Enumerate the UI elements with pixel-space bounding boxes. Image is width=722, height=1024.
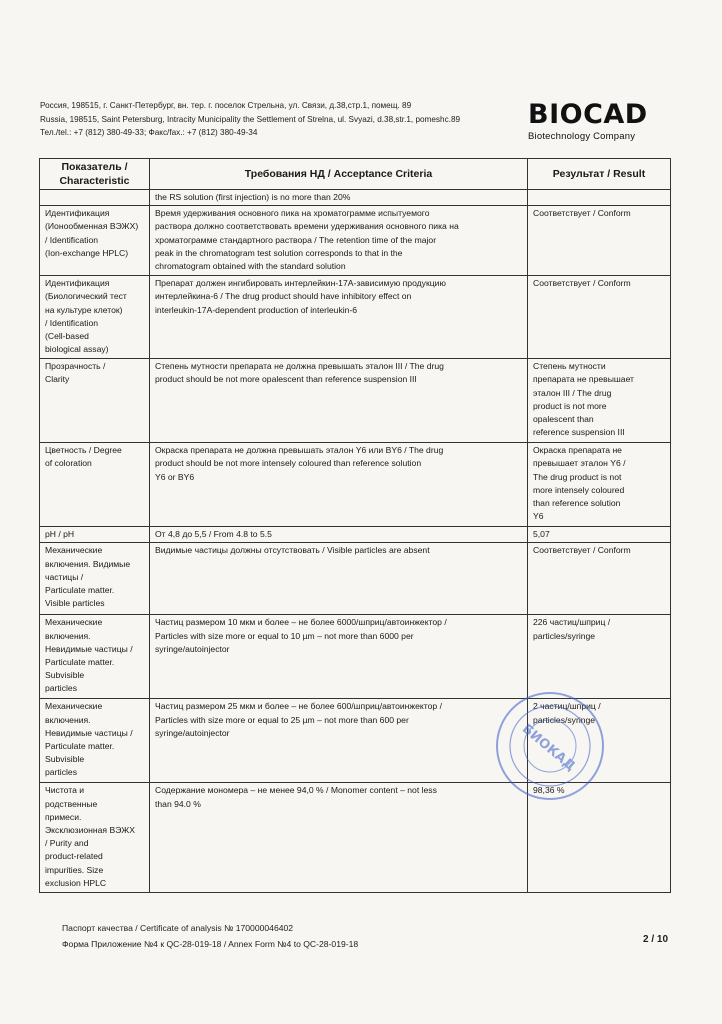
header-acceptance-criteria: Требования НД / Acceptance Criteria: [150, 159, 528, 190]
cell-result: 5,07: [528, 527, 671, 543]
company-logo: [528, 100, 668, 142]
cell-criteria: Окраска препарата не должна превышать эталон Y6 или BY6 / The drug product should be not more intensely coloured than reference solution Y6 or BY6: [150, 443, 528, 527]
cell-result: 98,36 %: [528, 783, 671, 893]
company-address: [40, 99, 510, 140]
cell-characteristic: Идентификация (Ионообменная ВЭЖХ) / Identification (Ion-exchange HPLC): [40, 206, 150, 276]
cell-result: Соответствует / Conform: [528, 543, 671, 615]
cell-criteria: Содержание мономера – не менее 94,0 % / Monomer content – not less than 94.0 %: [150, 783, 528, 893]
cell-characteristic: Механические включения. Невидимые частицы / Particulate matter. Subvisible particles: [40, 615, 150, 699]
company-seal-stamp: [494, 690, 606, 802]
phone-fax-line: Тел./tel.: +7 (812) 380-49-33; Факс/fax.: +7 (812) 380-49-34: [40, 128, 258, 137]
table-row: [40, 276, 671, 359]
cell-criteria: Время удерживания основного пика на хроматограмме испытуемого раствора должно соответствовать времени удерживания основного пика на хроматограмме стандартного раствора / The retention time of the major peak in the chromatogram test solution corresponds to that in the chromatogram obtained with the standard solution: [150, 206, 528, 276]
cell-result: Соответствует / Conform: [528, 206, 671, 276]
cell-characteristic: Чистота и родственные примеси. Эксклюзионная ВЭЖХ / Purity and product-related impurities. Size exclusion HPLC: [40, 783, 150, 893]
cell-criteria: the RS solution (first injection) is no more than 20%: [150, 190, 528, 206]
stamp-text: БИОКАД: [519, 721, 578, 775]
cell-result: [528, 190, 671, 206]
table-row: [40, 527, 671, 543]
table-row: [40, 615, 671, 699]
cell-characteristic: Идентификация (Биологический тест на культуре клеток) / Identification (Cell-based biological assay): [40, 276, 150, 359]
cell-characteristic: [40, 190, 150, 206]
logo-subtitle: Biotechnology Company: [528, 131, 636, 142]
cell-characteristic: Механические включения. Видимые частицы / Particulate matter. Visible particles: [40, 543, 150, 615]
page-number: 2 / 10: [643, 934, 669, 945]
cell-characteristic: Прозрачность / Clarity: [40, 359, 150, 443]
table-header-row: [40, 159, 671, 190]
address-line-ru: Россия, 198515, г. Санкт-Петербург, вн. тер. г. поселок Стрельна, ул. Связи, д.38,стр.1, помещ. 89: [40, 101, 412, 110]
table-row: [40, 359, 671, 443]
cell-criteria: Частиц размером 25 мкм и более – не более 600/шприц/автоинжектор / Particles with size more or equal to 25 µm – not more than 600 per syringe/autoinjector: [150, 699, 528, 783]
table-row: [40, 443, 671, 527]
header-result: Результат / Result: [528, 159, 671, 190]
form-annex: Форма Приложение №4 к QC-28-019-18 / Annex Form №4 to QC-28-019-18: [62, 939, 359, 949]
cell-result: Окраска препарата не превышает эталон Y6 / The drug product is not more intensely coloured than reference solution Y6: [528, 443, 671, 527]
cell-result: Степень мутности препарата не превышает эталон III / The drug product is not more opalescent than reference suspension III: [528, 359, 671, 443]
cell-characteristic: Механические включения. Невидимые частицы / Particulate matter. Subvisible particles: [40, 699, 150, 783]
page-footer: [62, 920, 358, 952]
cell-criteria: Частиц размером 10 мкм и более – не более 6000/шприц/автоинжектор / Particles with size more or equal to 10 µm – not more than 6000 per syringe/autoinjector: [150, 615, 528, 699]
table-row: [40, 543, 671, 615]
cell-result: Соответствует / Conform: [528, 276, 671, 359]
cell-criteria: Препарат должен ингибировать интерлейкин-17А-зависимую продукцию интерлейкина-6 / The drug product should have inhibitory effect on interleukin-17A-dependent production of interleukin-6: [150, 276, 528, 359]
cell-characteristic: pH / pH: [40, 527, 150, 543]
cell-criteria: От 4,8 до 5,5 / From 4.8 to 5.5: [150, 527, 528, 543]
certificate-number: Паспорт качества / Certificate of analysis № 170000046402: [62, 923, 294, 933]
cell-result: 2 частиц/шприц / particles/syringe: [528, 699, 671, 783]
table-row: [40, 190, 671, 206]
cell-characteristic: Цветность / Degree of coloration: [40, 443, 150, 527]
table-row: [40, 206, 671, 276]
cell-result: 226 частиц/шприц / particles/syringe: [528, 615, 671, 699]
cell-criteria: Видимые частицы должны отсутствовать / Visible particles are absent: [150, 543, 528, 615]
header-characteristic: Показатель / Characteristic: [40, 159, 150, 190]
logo-mark: BIOCAD: [528, 99, 648, 130]
address-line-en: Russia, 198515, Saint Petersburg, Intracity Municipality the Settlement of Strelna, ul. Svyazi, d.38,str.1, pomeshc.89: [40, 114, 461, 124]
cell-criteria: Степень мутности препарата не должна превышать эталон III / The drug product should be not more opalescent than reference suspension III: [150, 359, 528, 443]
